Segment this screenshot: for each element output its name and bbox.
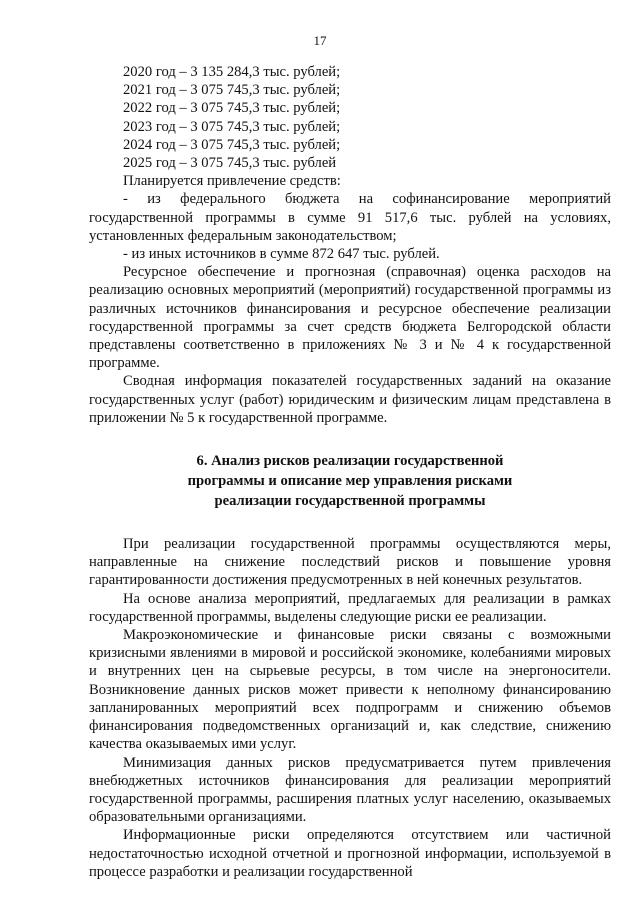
funding-year-2022: 2022 год – 3 075 745,3 тыс. рублей; [123, 100, 341, 117]
paragraph-macroeconomic-risks: Макроэкономические и финансовые риски связаны с возможными кризисными явлениями в мировой и российской экономике, колебаниями мировых и внутренних цен на сырьевые ресурсы, в том числе на энергоносители. Возникновение данных рисков может привести к неполному финансированию запланированных мероприятий всех подпрограмм и снижению объемов финансирования подведомственных организаций и, как следствие, снижению качества оказываемых ими услуг. [89, 627, 611, 753]
section-heading [89, 451, 611, 511]
section-heading-line-1: 6. Анализ рисков реализации государственной [196, 453, 504, 470]
funding-year-2023: 2023 год – 3 075 745,3 тыс. рублей; [123, 118, 341, 135]
paragraph-resource-provision: Ресурсное обеспечение и прогнозная (справочная) оценка расходов на реализацию основных мероприятий (мероприятий) государственной программы из различных источников финансирования и ресурсное обеспечение реализации государственной программы за счет средств бюджета Белгородской области представлены соответственно в приложениях № 3 и № 4 к государственной программе. [89, 264, 611, 372]
document-body [89, 63, 611, 881]
section-heading-line-2: программы и описание мер управления рисками [187, 473, 513, 490]
page-number: 17 [313, 33, 327, 48]
paragraph-information-risks: Информационные риски определяются отсутствием или частичной недостаточностью исходной отчетной и прогнозной информации, используемой в процессе разработки и реализации государственной [89, 827, 611, 880]
paragraph-attract-funds: Планируется привлечение средств: [123, 173, 341, 190]
paragraph-measures: При реализации государственной программы осуществляются меры, направленные на снижение последствий рисков и повышение уровня гарантированности достижения предусмотренных в ней конечных результатов. [89, 536, 611, 589]
paragraph-summary-info: Сводная информация показателей государственных заданий на оказание государственных услуг (работ) юридическим и физическим лицам представлена в приложении № 5 к государственной программе. [89, 373, 611, 426]
funding-year-2020: 2020 год – 3 135 284,3 тыс. рублей; [123, 64, 341, 80]
funding-years-list [89, 63, 611, 172]
section-heading-line-3: реализации государственной программы [214, 493, 486, 510]
funding-year-2024: 2024 год – 3 075 745,3 тыс. рублей; [123, 136, 341, 153]
funding-year-2025: 2025 год – 3 075 745,3 тыс. рублей [123, 155, 337, 172]
paragraph-federal-budget: - из федерального бюджета на софинансирование мероприятий государственной программы в сумме 91 517,6 тыс. рублей на условиях, установленных федеральным законодательством; [89, 191, 611, 244]
paragraph-risk-minimization: Минимизация данных рисков предусматривается путем привлечения внебюджетных источников финансирования для реализации мероприятий государственной программы, расширения платных услуг населению, оказываемых образовательными организациями. [89, 754, 611, 826]
paragraph-risk-analysis: На основе анализа мероприятий, предлагаемых для реализации в рамках государственной программы, выделены следующие риски ее реализации. [89, 590, 611, 625]
funding-year-2021: 2021 год – 3 075 745,3 тыс. рублей; [123, 82, 341, 99]
paragraph-other-sources: - из иных источников в сумме 872 647 тыс. рублей. [123, 246, 440, 263]
